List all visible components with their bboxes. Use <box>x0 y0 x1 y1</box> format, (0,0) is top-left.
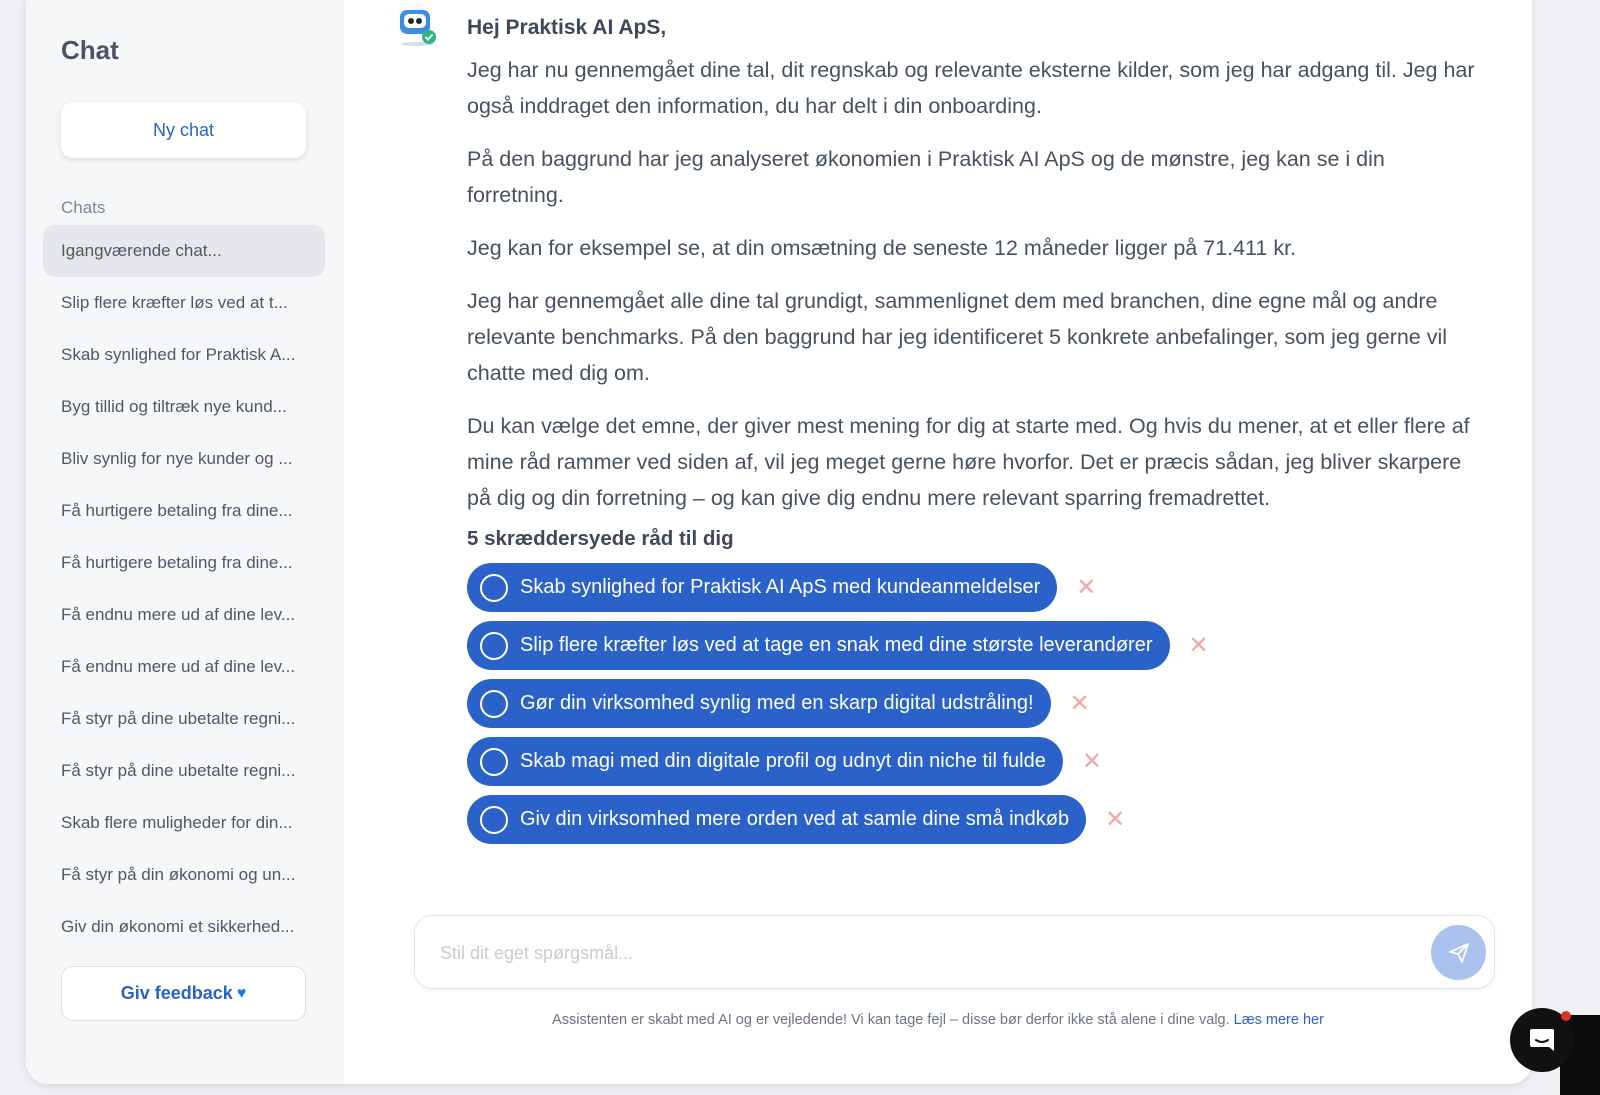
chat-list <box>43 225 325 953</box>
chat-item[interactable]: Få styr på din økonomi og un... <box>61 865 296 884</box>
notification-dot <box>1561 1011 1571 1021</box>
advice-option-button[interactable] <box>467 679 1051 728</box>
chat-item[interactable]: Få hurtigere betaling fra dine... <box>61 553 293 572</box>
chat-bubble-icon <box>1527 1025 1557 1055</box>
chat-item[interactable]: Få endnu mere ud af dine lev... <box>61 605 296 624</box>
advice-option-button[interactable] <box>467 795 1086 844</box>
radio-circle-icon <box>480 632 508 660</box>
advice-list <box>467 563 1212 853</box>
chat-input-bar <box>414 915 1495 989</box>
message-paragraph: Jeg kan for eksempel se, at din omsætning de seneste 12 måneder ligger på 71.411 kr. <box>467 236 1297 260</box>
chats-section-label: Chats <box>61 198 106 217</box>
radio-circle-icon <box>480 806 508 834</box>
advice-option-label: Gør din virksomhed synlig med en skarp digital udstråling! <box>520 692 1034 714</box>
radio-circle-icon <box>480 574 508 602</box>
chat-item[interactable]: Bliv synlig for nye kunder og ... <box>61 449 293 468</box>
ai-disclaimer <box>344 1012 1532 1028</box>
advice-option-label: Skab synlighed for Praktisk AI ApS med kundeanmeldelser <box>520 576 1041 598</box>
chat-item[interactable]: Få hurtigere betaling fra dine... <box>61 501 293 520</box>
assistant-avatar-icon <box>398 8 438 48</box>
chat-main <box>344 0 1532 1084</box>
chat-item[interactable]: Skab synlighed for Praktisk A... <box>61 345 296 364</box>
message-paragraph: På den baggrund har jeg analyseret økonomien i Praktisk AI ApS og de mønstre, jeg kan se i din forretning. <box>467 147 1385 207</box>
chat-item[interactable]: Få endnu mere ud af dine lev... <box>61 657 296 676</box>
assistant-message <box>467 52 1477 533</box>
chat-item[interactable]: Få styr på dine ubetalte regni... <box>61 709 296 728</box>
question-input[interactable] <box>440 936 1400 970</box>
advice-row <box>467 679 1212 728</box>
dismiss-x-icon[interactable]: ✕ <box>1105 806 1126 833</box>
feedback-label: Giv feedback <box>120 983 233 1003</box>
advice-option-label: Slip flere kræfter løs ved at tage en snak med dine største leverandører <box>520 634 1153 656</box>
feedback-button[interactable] <box>61 966 306 1021</box>
chat-item[interactable]: Byg tillid og tiltræk nye kund... <box>61 397 287 416</box>
app-window <box>26 0 1532 1084</box>
help-chat-button[interactable] <box>1510 1008 1574 1072</box>
dismiss-x-icon[interactable]: ✕ <box>1069 690 1090 717</box>
blue-heart-icon: ♥ <box>236 984 247 1002</box>
sidebar <box>26 0 344 1084</box>
radio-circle-icon <box>480 690 508 718</box>
new-chat-button[interactable]: Ny chat <box>61 102 306 158</box>
advice-row <box>467 795 1212 844</box>
advice-row <box>467 621 1212 670</box>
chat-item[interactable]: Få styr på dine ubetalte regni... <box>61 761 296 780</box>
sidebar-title: Chat <box>61 35 119 65</box>
message-paragraph: Du kan vælge det emne, der giver mest mening for dig at starte med. Og hvis du mener, at et eller flere af mine råd rammer ved siden af, vil jeg meget gerne høre hvorfor. Det er præcis sådan, jeg bliver skarpere på dig og din forretning – og kan give dig endnu mere relevant sparring fremadrettet. <box>467 414 1470 510</box>
advice-option-label: Skab magi med din digitale profil og udnyt din niche til fulde <box>520 750 1046 772</box>
dismiss-x-icon[interactable]: ✕ <box>1081 748 1102 775</box>
chat-item[interactable]: Skab flere muligheder for din... <box>61 813 293 832</box>
read-more-link[interactable]: Læs mere her <box>1233 1012 1324 1028</box>
advice-row <box>467 737 1212 786</box>
advice-option-label: Giv din virksomhed mere orden ved at samle dine små indkøb <box>520 808 1070 830</box>
message-greeting: Hej Praktisk AI ApS, <box>467 16 667 39</box>
advice-option-button[interactable] <box>467 737 1063 786</box>
message-paragraph: Jeg har gennemgået alle dine tal grundigt, sammenlignet dem med branchen, dine egne mål og andre relevante benchmarks. På den baggrund har jeg identificeret 5 konkrete anbefalinger, som jeg gerne vil chatte med dig om. <box>467 289 1448 385</box>
send-button[interactable] <box>1431 925 1486 980</box>
dismiss-x-icon[interactable]: ✕ <box>1076 574 1097 601</box>
chat-item[interactable]: Slip flere kræfter løs ved at t... <box>61 293 288 312</box>
dismiss-x-icon[interactable]: ✕ <box>1188 632 1209 659</box>
advice-row <box>467 563 1212 612</box>
disclaimer-text: Assistenten er skabt med AI og er vejledende! Vi kan tage fejl – disse bør derfor ikke stå alene i dine valg. <box>552 1012 1230 1028</box>
chat-item[interactable]: Giv din økonomi et sikkerhed... <box>61 917 295 936</box>
send-plane-icon <box>1447 941 1471 965</box>
message-paragraph: Jeg har nu gennemgået dine tal, dit regnskab og relevante eksterne kilder, som jeg har adgang til. Jeg har også inddraget den information, du har delt i din onboarding. <box>467 58 1475 118</box>
advice-title: 5 skræddersyede råd til dig <box>467 527 734 550</box>
chat-item-active[interactable]: Igangværende chat... <box>43 225 325 277</box>
advice-option-button[interactable] <box>467 563 1057 612</box>
advice-option-button[interactable] <box>467 621 1170 670</box>
radio-circle-icon <box>480 748 508 776</box>
